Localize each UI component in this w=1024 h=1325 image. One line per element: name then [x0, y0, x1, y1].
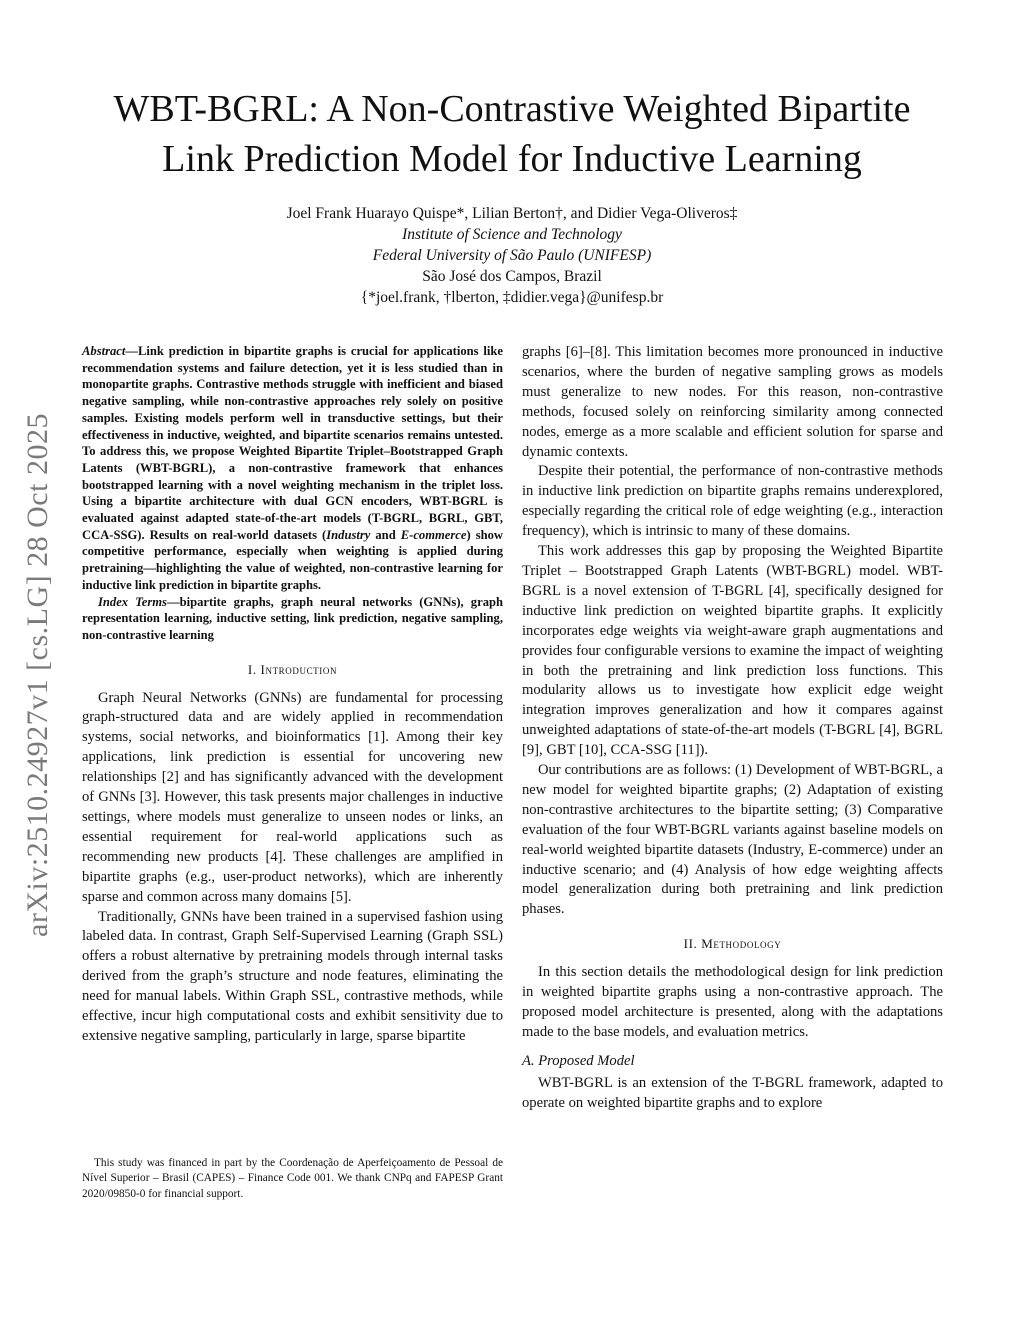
- title-line-2: Link Prediction Model for Inductive Learning: [162, 138, 862, 180]
- index-terms-label: Index Terms: [98, 594, 167, 609]
- arxiv-id: arXiv:2510.24927v1 [cs.LG] 28 Oct 2025: [21, 413, 54, 937]
- author-names: Joel Frank Huarayo Quispe*, Lilian Berton†, and Didier Vega-Oliveros‡: [286, 205, 738, 222]
- abstract-text-a: —Link prediction in bipartite graphs is crucial for applications like recommendation systems and failure detection, yet it is less studied than in monopartite graphs. Contrastive methods struggle with inefficient and biased negative sampling, while non-contrastive approaches rely solely on positive samples. Existing models perform well in transductive settings, but their effectiveness in inductive, weighted, and bipartite scenarios remains untested. To address this, we propose Weighted Bipartite Triplet–Bootstrapped Graph Latents (WBT-BGRL), a non-contrastive framework that enhances bootstrapped learning with a novel weighting mechanism in the triplet loss. Using a bipartite architecture with dual GCN encoders, WBT-BGRL is evaluated against adapted state-of-the-art models (T-BGRL, BGRL, GBT, CCA-SSG). Results on real-world datasets (: [82, 344, 503, 542]
- right-column: [522, 343, 943, 1114]
- arxiv-watermark: [18, 370, 58, 980]
- methodology-paragraph: In this section details the methodological design for link prediction in weighted bipartite graphs using a non-contrastive approach. The proposed model architecture is presented, along with the adaptations made to the base models, and evaluation metrics.: [522, 964, 943, 1040]
- funding-footnote: This study was financed in part by the Coordenação de Aperfeiçoamento de Pessoal de Nível Superior – Brasil (CAPES) – Finance Code 001. We thank CNPq and FAPESP Grant 2020/09850-0 for financial support.: [82, 1157, 503, 1200]
- right-paragraph-1: Despite their potential, the performance of non-contrastive methods in inductive link prediction on bipartite graphs remains underexplored, especially regarding the critical role of edge weighting (e.g., interaction frequency), which is intrinsic to many of these domains.: [522, 463, 943, 540]
- title-line-1: WBT-BGRL: A Non-Contrastive Weighted Bipartite: [113, 88, 911, 130]
- abstract-italic-ecommerce: E-commerce: [400, 527, 467, 542]
- intro-paragraph-2: Traditionally, GNNs have been trained in a supervised fashion using labeled data. In contrast, Graph Self-Supervised Learning (Graph SSL) offers a robust alternative by pretraining models through internal tasks derived from the graph’s structure and node features, eliminating the need for manual labels. Within Graph SSL, contrastive methods, while effective, incur high computational costs and exhibit sensitivity due to extensive negative sampling, particularly in large, sparse bipartite: [82, 908, 503, 1044]
- right-paragraph-2: This work addresses this gap by proposing the Weighted Bipartite Triplet – Bootstrapped Graph Latents (WBT-BGRL) model. WBT-BGRL is a novel extension of T-BGRL [4], specifically designed for inductive link prediction on weighted bipartite graphs. It explicitly incorporates edge weights via weight-aware graph augmentations and provides four configurable versions to examine the impact of weighting in both the pretraining and link prediction loss functions. This modularity allows us to investigate how explicit edge weight integration improves generalization and how it compares against unweighted adaptations of state-of-the-art models (T-BGRL [4], BGRL [9], GBT [10], CCA-SSG [11]).: [522, 543, 943, 759]
- proposed-model-paragraph: WBT-BGRL is an extension of the T-BGRL framework, adapted to operate on weighted bipartite graphs and to explore: [522, 1074, 943, 1111]
- paper-title: [70, 84, 954, 184]
- index-terms-text: —bipartite graphs, graph neural networks (GNNs), graph representation learning, inductive setting, link prediction, negative sampling, non-contrastive learning: [82, 594, 504, 642]
- contributions-paragraph: Our contributions are as follows: (1) Development of WBT-BGRL, a new model for weighted bipartite graphs; (2) Adaptation of existing non-contrastive architectures to the bipartite setting; (3) Comparative evaluation of the four WBT-BGRL variants against baseline models on real-world weighted bipartite datasets (Industry, E-commerce) under an inductive scenario; and (4) Analysis of how edge weighting affects model generalization during both pretraining and link prediction phases.: [522, 762, 943, 918]
- abstract-text-b: and: [370, 527, 401, 542]
- author-location: São José dos Campos, Brazil: [422, 268, 602, 285]
- author-block: [70, 203, 954, 308]
- left-column: [82, 343, 503, 1047]
- author-emails: {*joel.frank, †lberton, ‡didier.vega}@unifesp.br: [360, 289, 664, 306]
- subsection-heading-proposed-model: A. Proposed Model: [522, 1052, 635, 1069]
- right-paragraph-continued: graphs [6]–[8]. This limitation becomes more pronounced in inductive scenarios, where the burden of negative sampling grows as models must generalize to new nodes. For this reason, non-contrastive methods, focused solely on reinforcing similarity among connected nodes, emerge as a more scalable and efficient solution for sparse and dynamic contexts.: [522, 344, 943, 460]
- abstract-text-c: ) show competitive performance, especially when weighting is applied during pretraining—highlighting the value of weighted, non-contrastive learning for inductive link prediction in bipartite graphs.: [82, 527, 504, 592]
- index-terms: [82, 594, 503, 644]
- abstract-label: Abstract: [82, 344, 126, 358]
- affiliation-institute: Institute of Science and Technology: [402, 226, 622, 243]
- abstract: [82, 343, 503, 594]
- affiliation-university: Federal University of São Paulo (UNIFESP): [372, 247, 652, 264]
- section-heading-introduction: I. Introduction: [247, 661, 338, 677]
- intro-paragraph-1: Graph Neural Networks (GNNs) are fundamental for processing graph-structured data and are widely applied in recommendation systems, social networks, and bioinformatics [1]. Among their key applications, link prediction is essential for uncovering new relationships [2] and has significantly advanced with the development of GNNs [3]. However, this task presents major challenges in inductive settings, where models must generalize to unseen nodes or links, an essential requirement for real-world applications such as recommending new products [4]. These challenges are amplified in bipartite graphs (e.g., user-product networks), which are inherently sparse and common across many domains [5].: [82, 689, 503, 905]
- section-heading-methodology: II. Methodology: [683, 936, 782, 952]
- abstract-italic-industry: Industry: [326, 527, 371, 542]
